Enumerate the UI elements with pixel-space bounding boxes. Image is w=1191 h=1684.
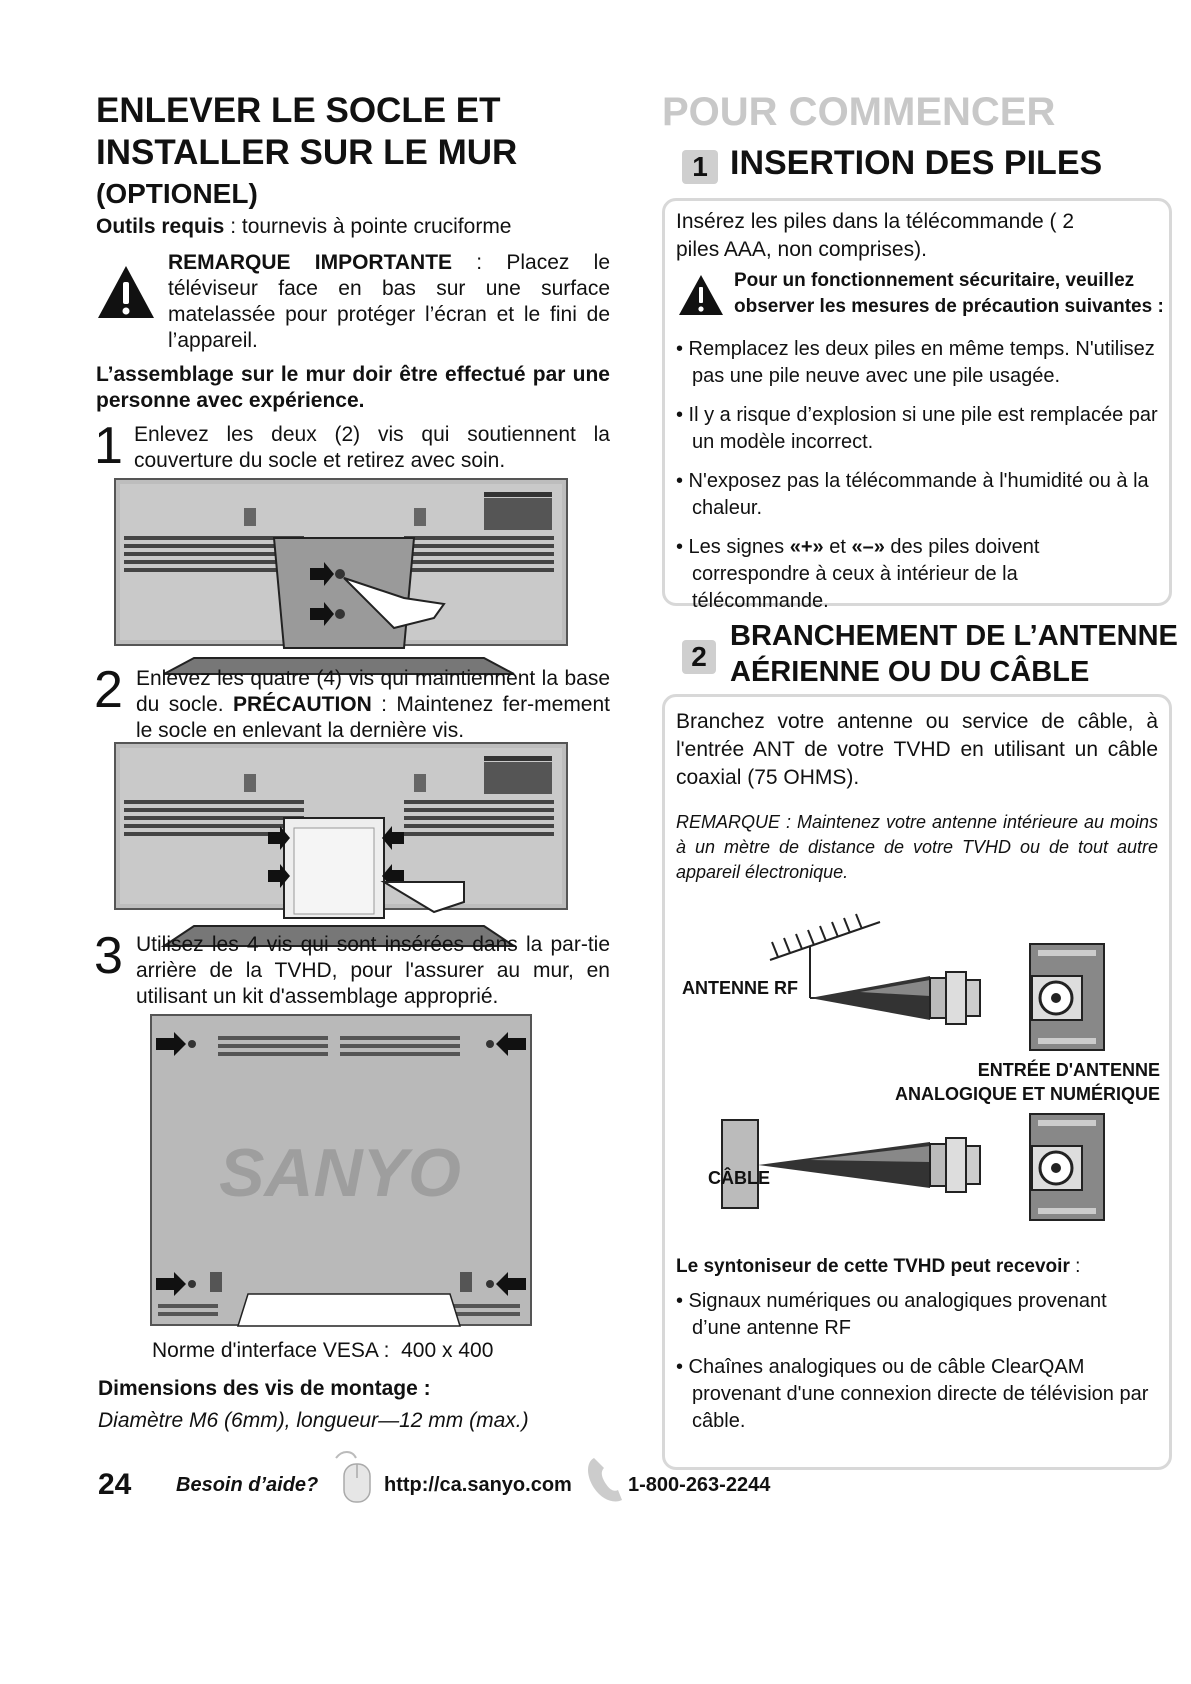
screw-dims-value: Diamètre M6 (6mm), longueur—12 mm (max.)	[98, 1409, 529, 1432]
page-title-line1: ENLEVER LE SOCLE ET	[96, 91, 501, 130]
vesa-interface	[152, 1338, 493, 1364]
label-cable: CÂBLE	[708, 1168, 770, 1188]
tuner-heading	[676, 1254, 1080, 1280]
bullet4-minus: «–»	[851, 536, 885, 558]
tuner-label: Le syntoniseur de cette TVHD peut recevoir	[676, 1256, 1070, 1277]
warning-icon	[96, 264, 156, 320]
important-note	[168, 250, 610, 354]
footer-url[interactable]: http://ca.sanyo.com	[384, 1474, 572, 1496]
antenna-intro: Branchez votre antenne ou service de câble, à l'entrée ANT de votre TVHD en utilisant un câble coaxial (75 OHMS).	[676, 710, 1158, 789]
screw-dims-colon: :	[417, 1377, 431, 1400]
label-antenna-rf: ANTENNE RF	[682, 978, 798, 998]
battery-warning: Pour un fonctionnement sécuritaire, veuillez observer les mesures de précaution suivantes :	[734, 270, 1164, 317]
section1-badge: 1	[682, 150, 718, 184]
step1-text: Enlevez les deux (2) vis qui soutiennent la couverture du socle et retirez avec soin.	[134, 423, 610, 472]
assembly-note: L’assemblage sur le mur doir être effectué par une personne avec expérience.	[96, 363, 610, 412]
section2-title-line1: BRANCHEMENT DE L’ANTENNE	[730, 620, 1178, 652]
step3-illustration	[150, 1014, 536, 1332]
label-antenna-input	[870, 1058, 1160, 1106]
warning-icon-battery	[678, 274, 724, 316]
tuner-bullet-1: • Signaux numériques ou analogiques provenant d’une antenne RF	[676, 1290, 1107, 1339]
footer-phone[interactable]: 1-800-263-2244	[628, 1474, 771, 1496]
battery-bullet-2: • Il y a risque d’explosion si une pile est remplacée par un modèle incorrect.	[676, 404, 1158, 453]
vesa-label: Norme d'interface VESA :	[152, 1339, 390, 1362]
battery-bullets	[676, 336, 1160, 615]
important-label: REMARQUE IMPORTANTE	[168, 251, 453, 274]
phone-icon	[584, 1454, 632, 1506]
mouse-icon	[334, 1448, 380, 1506]
page-title-line3: (OPTIONEL)	[96, 178, 258, 209]
step1-number: 1	[94, 417, 123, 475]
step2-caution: PRÉCAUTION	[232, 693, 372, 716]
step2-text	[136, 666, 610, 744]
section-title: POUR COMMENCER	[662, 90, 1056, 134]
footer-help: Besoin d’aide?	[176, 1474, 319, 1496]
step3-text: Utilisez les 4 vis qui sont insérées dans la par-tie arrière de la TVHD, pour l'assurer au mur, en utilisant un kit d'assemblage approprié.	[136, 933, 610, 1008]
tuner-colon: :	[1069, 1256, 1081, 1277]
tools-required	[96, 214, 616, 240]
important-text: : Placez le téléviseur face en bas sur une surface matelassée pour protéger l’écran et le fini de l’appareil.	[168, 251, 610, 352]
vesa-value: 400 x 400	[401, 1339, 494, 1362]
step2-text-b: : Maintenez fer-mement le socle en enlevant la dernière vis.	[136, 693, 611, 742]
tuner-bullets	[676, 1288, 1160, 1435]
page-title-line2: INSTALLER SUR LE MUR	[96, 133, 518, 172]
step2-text-a: Enlevez les quatre (4) vis qui maintiennent la base du socle.	[136, 667, 610, 716]
battery-bullet-3: • N'exposez pas la télécommande à l'humidité ou à la chaleur.	[676, 470, 1149, 519]
battery-intro: Insérez les piles dans la télécommande ( 2 piles AAA, non comprises).	[676, 210, 1075, 261]
tuner-bullet-2: • Chaînes analogiques ou de câble ClearQAM provenant d'une connexion directe de télévision par câble.	[676, 1356, 1149, 1432]
bullet4-c: des piles doivent correspondre à ceux à intérieur de la télécommande.	[692, 536, 1040, 612]
label-input-line2: ANALOGIQUE ET NUMÉRIQUE	[894, 1084, 1160, 1104]
section2-badge: 2	[682, 640, 716, 674]
section1-title: INSERTION DES PILES	[730, 144, 1103, 182]
page-number: 24	[98, 1468, 132, 1501]
step3-number: 3	[94, 927, 123, 985]
step2-number: 2	[94, 661, 123, 719]
section2-title	[730, 618, 1178, 690]
bullet4-plus: «+»	[789, 536, 824, 558]
step2-illustration	[114, 742, 574, 962]
screw-dims	[98, 1376, 431, 1402]
antenna-note: REMARQUE : Maintenez votre antenne intérieure au moins à un mètre de distance de votre TVHD ou de tout autre appareil électronique.	[676, 812, 1158, 882]
bullet4-b: et	[823, 536, 852, 558]
sanyo-logo: SANYO	[219, 1135, 461, 1211]
section2-title-line2: AÉRIENNE OU DU CÂBLE	[730, 656, 1090, 688]
tools-label: Outils requis	[96, 215, 225, 238]
step1-illustration	[114, 478, 574, 686]
tools-value: : tournevis à pointe cruciforme	[224, 215, 512, 238]
bullet4-a: • Les signes	[676, 536, 790, 558]
battery-bullet-4	[676, 534, 1160, 615]
screw-dims-label: Dimensions des vis de montage	[98, 1377, 418, 1400]
battery-bullet-1: • Remplacez les deux piles en même temps. N'utilisez pas une pile neuve avec une pile usagée.	[676, 338, 1155, 387]
label-input-line1: ENTRÉE D'ANTENNE	[977, 1060, 1160, 1080]
